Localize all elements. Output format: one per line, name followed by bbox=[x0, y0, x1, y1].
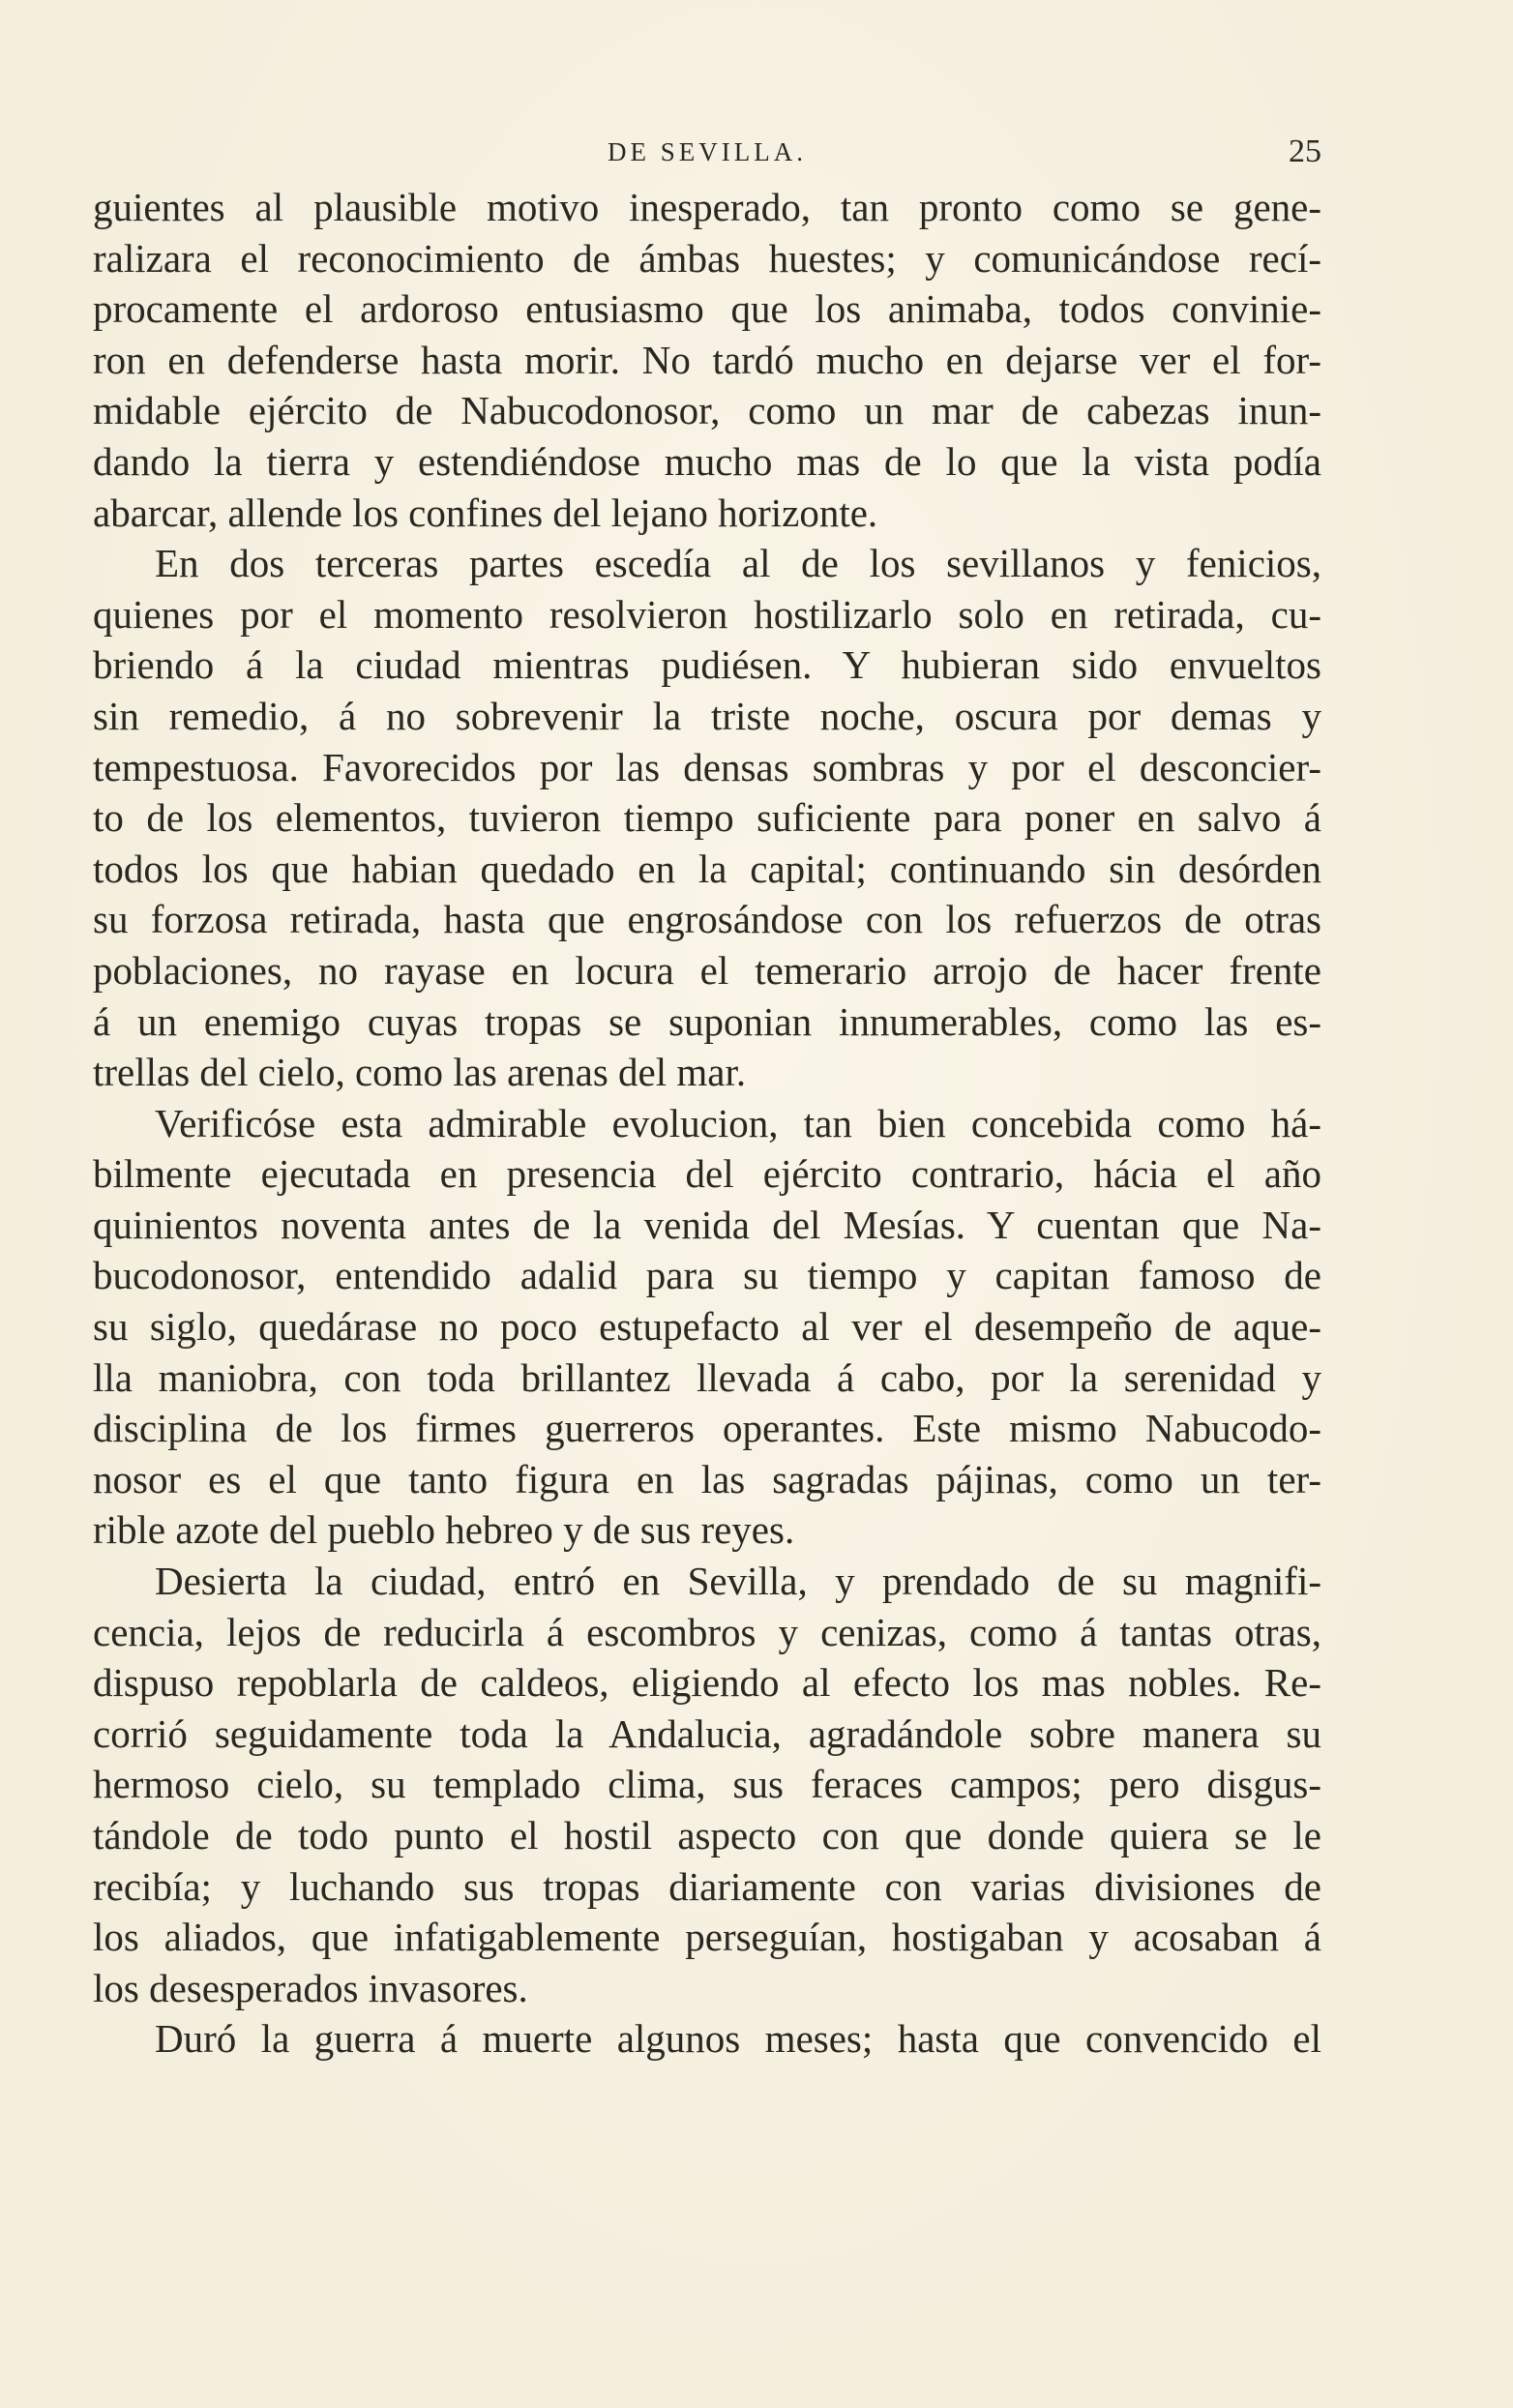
text-line: su forzosa retirada, hasta que engrosándose con los refuerzos de otras bbox=[93, 897, 1321, 942]
text-line: Desierta la ciudad, entró en Sevilla, y prendado de su magnifi- bbox=[155, 1559, 1321, 1604]
text-line: lla maniobra, con toda brillantez llevada á cabo, por la serenidad y bbox=[93, 1354, 1321, 1400]
text-line: midable ejército de Nabucodonosor, como un mar de cabezas inun- bbox=[93, 388, 1321, 433]
text-line: su siglo, quedárase no poco estupefacto al ver el desempeño de aque- bbox=[93, 1304, 1321, 1350]
text-line: trellas del cielo, como las arenas del mar. bbox=[93, 1050, 747, 1095]
text-line: cencia, lejos de reducirla á escombros y cenizas, como á tantas otras, bbox=[93, 1609, 1321, 1654]
page-number: 25 bbox=[1289, 134, 1321, 169]
text-line: rible azote del pueblo hebreo y de sus reyes. bbox=[93, 1507, 795, 1553]
text-line: corrió seguidamente toda la Andalucia, agradándole sobre manera su bbox=[93, 1710, 1321, 1756]
text-line: ron en defenderse hasta morir. No tardó mucho en dejarse ver el for- bbox=[93, 337, 1321, 382]
text-line: bilmente ejecutada en presencia del ejército contrario, hácia el año bbox=[93, 1151, 1321, 1197]
text-line: quienes por el momento resolvieron hostilizarlo solo en retirada, cu- bbox=[93, 591, 1321, 637]
text-line: todos los que habian quedado en la capital; continuando sin desórden bbox=[93, 846, 1321, 891]
text-line: tándole de todo punto el hostil aspecto con que donde quiera se le bbox=[93, 1813, 1321, 1858]
text-line: procamente el ardoroso entusiasmo que los animaba, todos convinie- bbox=[93, 286, 1321, 332]
text-line: dando la tierra y estendiéndose mucho mas de lo que la vista podía bbox=[93, 438, 1321, 484]
text-line: En dos terceras partes escedía al de los sevillanos y fenicios, bbox=[155, 541, 1321, 586]
text-line: bucodonosor, entendido adalid para su tiempo y capitan famoso de bbox=[93, 1253, 1321, 1298]
text-line: los aliados, que infatigablemente perseguían, hostigaban y acosaban á bbox=[93, 1915, 1321, 1960]
text-line: hermoso cielo, su templado clima, sus feraces campos; pero disgus- bbox=[93, 1762, 1321, 1807]
text-line: tempestuosa. Favorecidos por las densas sombras y por el desconcier- bbox=[93, 744, 1321, 789]
text-line: quinientos noventa antes de la venida del Mesías. Y cuentan que Na- bbox=[93, 1202, 1321, 1247]
text-line: nosor es el que tanto figura en las sagradas pájinas, como un ter- bbox=[93, 1456, 1321, 1501]
text-line: disciplina de los firmes guerreros operantes. Este mismo Nabucodo- bbox=[93, 1406, 1321, 1451]
text-line: briendo á la ciudad mientras pudiésen. Y hubieran sido envueltos bbox=[93, 642, 1321, 688]
text-line: ralizara el reconocimiento de ámbas huestes; y comunicándose recí- bbox=[93, 235, 1321, 281]
text-line: guientes al plausible motivo inesperado, tan pronto como se gene- bbox=[93, 185, 1321, 229]
text-line: sin remedio, á no sobrevenir la triste noche, oscura por demas y bbox=[93, 693, 1321, 738]
text-line: Duró la guerra á muerte algunos meses; hasta que convencido el bbox=[155, 2016, 1321, 2062]
text-line: á un enemigo cuyas tropas se suponian innumerables, como las es- bbox=[93, 998, 1321, 1044]
page-header bbox=[93, 134, 1321, 176]
text-line: Verificóse esta admirable evolucion, tan bien concebida como há- bbox=[155, 1100, 1321, 1145]
text-line: poblaciones, no rayase en locura el temerario arrojo de hacer frente bbox=[93, 947, 1321, 993]
text-line: to de los elementos, tuvieron tiempo suficiente para poner en salvo á bbox=[93, 795, 1321, 841]
text-line: dispuso repoblarla de caldeos, eligiendo al efecto los mas nobles. Re- bbox=[93, 1660, 1321, 1706]
text-line: recibía; y luchando sus tropas diariamente con varias divisiones de bbox=[93, 1863, 1321, 1909]
text-line: los desesperados invasores. bbox=[93, 1965, 528, 2010]
running-head: DE SEVILLA. bbox=[608, 137, 807, 166]
text-line: abarcar, allende los confines del lejano horizonte. bbox=[93, 490, 878, 535]
body-text bbox=[93, 182, 1321, 2065]
